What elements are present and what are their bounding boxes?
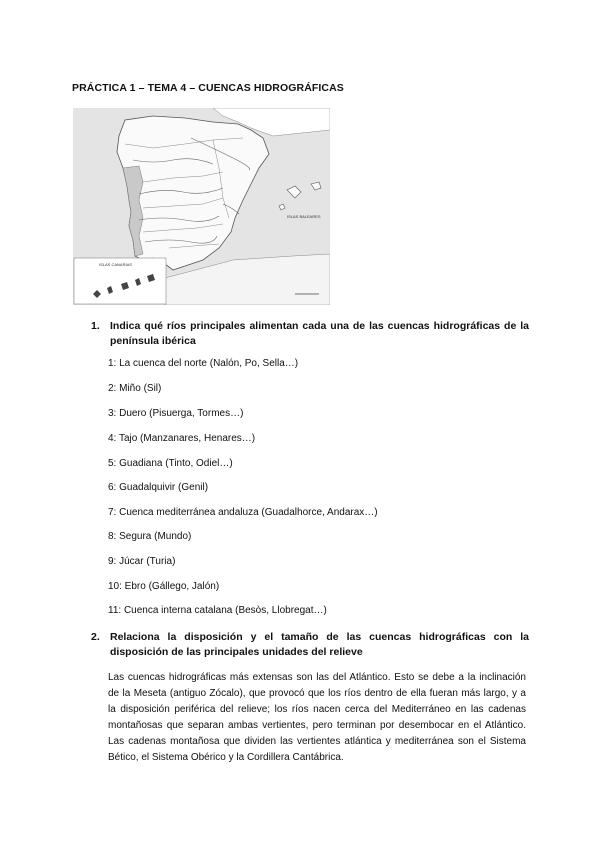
question-1-number: 1. xyxy=(91,320,100,332)
basin-item: 7: Cuenca mediterránea andaluza (Guadalhorce, Andarax…) xyxy=(108,507,378,518)
question-2-number: 2. xyxy=(91,631,100,643)
basin-item: 9: Júcar (Turia) xyxy=(108,556,176,567)
basin-item: 8: Segura (Mundo) xyxy=(108,531,192,542)
basin-item: 10: Ebro (Gállego, Jalón) xyxy=(108,581,220,592)
hydrographic-basins-map xyxy=(73,108,330,305)
basin-item: 1: La cuenca del norte (Nalón, Po, Sella…) xyxy=(108,358,299,369)
question-2-answer: Las cuencas hidrográficas más extensas son las del Atlántico. Esto se debe a la inclinación de la Meseta (antiguo Zócalo), que provocó que los ríos dentro de ella fueran más largo, y a la disposición periférica del relieve; los ríos nacen cerca del Mediterráneo en las cadenas montañosas que separan ambas vertientes, pero terminan por desembocar en el Atlántico. Las cadenas montañosa que dividen las vertientes atlántica y mediterránea son el Sistema Bético, el Sistema Obérico y la Cordillera Cantábrica. xyxy=(108,672,526,763)
label-baleares: ISLAS BALEARES xyxy=(287,214,321,219)
basin-item: 2: Miño (Sil) xyxy=(108,383,162,394)
basin-item: 6: Guadalquivir (Genil) xyxy=(108,482,209,493)
question-1-text: Indica qué ríos principales alimentan cada una de las cuencas hidrográficas de la península ibérica xyxy=(110,320,529,347)
document-title: PRÁCTICA 1 – TEMA 4 – CUENCAS HIDROGRÁFICAS xyxy=(72,82,344,94)
basin-item: 5: Guadiana (Tinto, Odiel…) xyxy=(108,458,233,469)
basin-item: 3: Duero (Pisuerga, Tormes…) xyxy=(108,408,244,419)
question-2-text: Relaciona la disposición y el tamaño de las cuencas hidrográficas con la disposición de las principales unidades del relieve xyxy=(110,631,529,658)
basin-item: 11: Cuenca interna catalana (Besòs, Llobregat…) xyxy=(108,605,327,616)
basin-item: 4: Tajo (Manzanares, Henares…) xyxy=(108,433,256,444)
label-canarias: ISLAS CANARIAS xyxy=(99,262,132,267)
